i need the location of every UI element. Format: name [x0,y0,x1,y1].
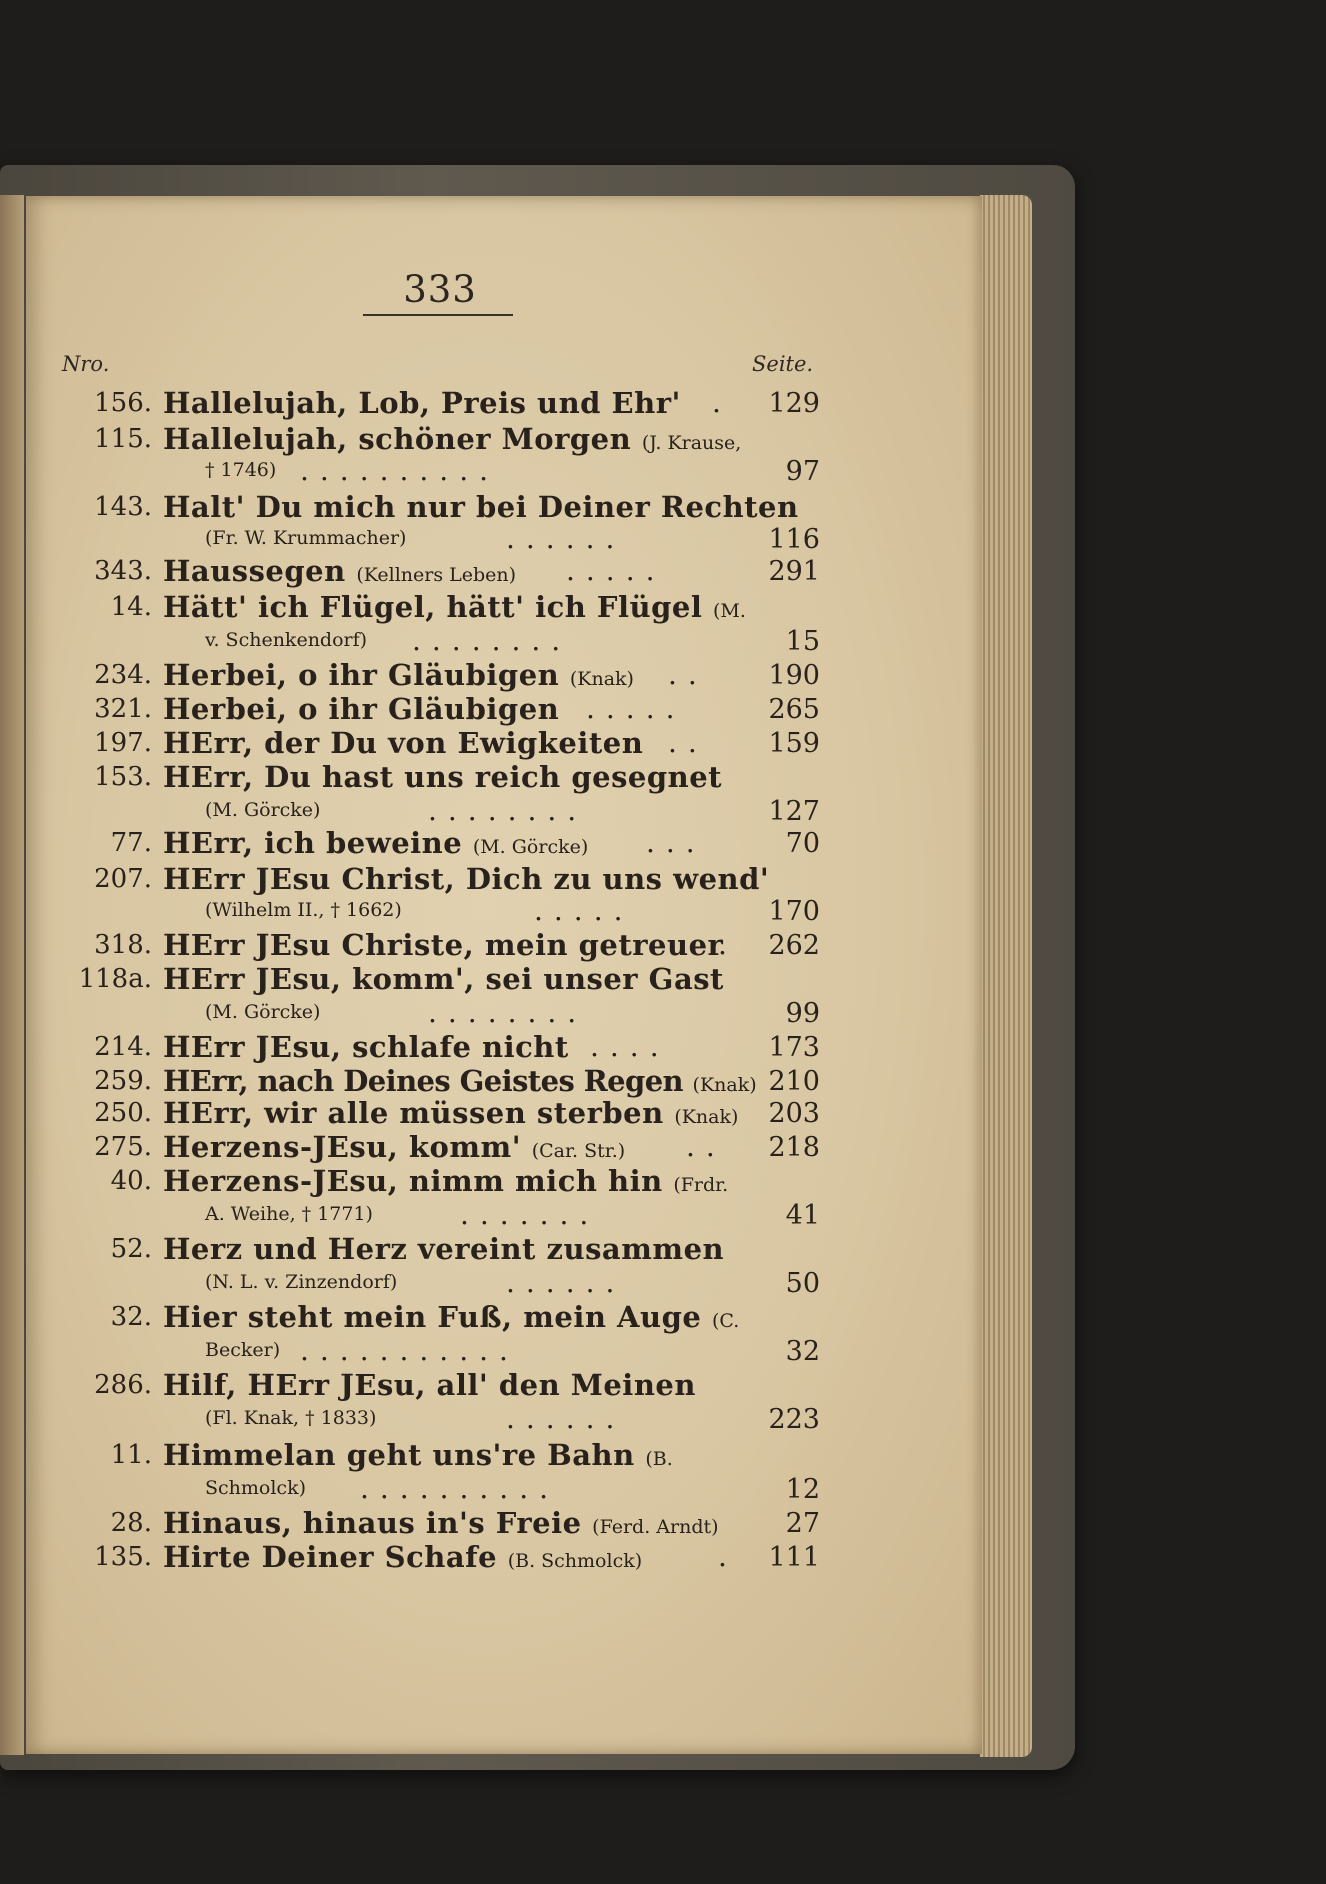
entry-author-continued: † 1746) [205,459,277,481]
entry-title [163,1096,738,1130]
index-entry [0,828,1326,862]
entry-title-text: Hätt' ich Flügel, hätt' ich Flügel [163,590,703,624]
entry-title: Hallelujah, Lob, Preis und Ehr' [163,386,681,420]
entry-title [163,826,588,860]
entry-page: 129 [768,388,820,419]
index-entry-continuation [0,1404,1326,1438]
entry-title [163,1164,728,1198]
entry-number: 118a. [78,964,152,994]
entry-title [163,1438,673,1472]
leader-dots: ....... [460,1198,600,1231]
entry-title [163,1540,642,1574]
entry-title: HErr JEsu Christe, mein getreuer [163,928,724,962]
entry-page: 190 [768,660,820,691]
index-entry-continuation [0,1200,1326,1234]
entry-author: (M. Görcke) [205,1001,321,1023]
index-entry-continuation [0,998,1326,1032]
entry-number: 40. [110,1166,152,1196]
entry-title-text: Hirte Deiner Schafe [163,1540,498,1574]
index-entry [0,1542,1326,1576]
entry-number: 250. [94,1098,152,1128]
index-entry [0,694,1326,728]
page-number: 333 [403,268,477,311]
index-entry-continuation [0,626,1326,660]
entry-page: 210 [768,1066,820,1097]
entry-title [163,590,746,624]
leader-dots: . [718,1540,738,1573]
entry-title: HErr, Du hast uns reich gesegnet [163,760,723,794]
leader-dots: .. [668,726,708,759]
entry-title-text: HErr, wir alle müssen sterben [163,1096,664,1130]
entry-number: 77. [110,828,152,858]
leader-dots: .......... [300,454,500,487]
entry-title [163,422,741,456]
entry-title-text: Himmelan geht uns're Bahn [163,1438,635,1472]
index-entry [0,492,1326,526]
entry-title [163,554,516,588]
entry-author: (B. Schmolck) [507,1550,643,1572]
entry-number: 234. [94,660,152,690]
entry-title [163,1064,757,1098]
leader-dots: ........ [412,624,572,657]
entry-title: Herz und Herz vereint zusammen [163,1232,725,1266]
index-entry-continuation [0,524,1326,558]
entry-title-text: Hallelujah, schöner Morgen [163,422,632,456]
index-entry [0,1066,1326,1100]
column-header-page: Seite. [752,352,814,376]
index-entry [0,1370,1326,1404]
index-entry-continuation [0,796,1326,830]
index-entry [0,1166,1326,1200]
entry-title: Herbei, o ihr Gläubigen [163,692,560,726]
entry-page: 27 [785,1508,820,1539]
entry-author: (Fl. Knak, † 1833) [205,1407,377,1429]
entry-page: 97 [785,456,820,487]
index-entry [0,964,1326,998]
leader-dots: ...... [506,522,626,555]
entry-page: 218 [768,1132,820,1163]
entry-author: (Fr. W. Krummacher) [205,527,407,549]
entry-title-text: Herzens-JEsu, komm' [163,1130,522,1164]
entry-page: 265 [768,694,820,725]
entry-number: 197. [94,728,152,758]
index-entry-continuation [0,1336,1326,1370]
entry-number: 156. [94,388,152,418]
entry-title: HErr, der Du von Ewigkeiten [163,726,644,760]
entry-page: 170 [768,896,820,927]
entry-title: HErr JEsu, schlafe nicht [163,1030,569,1064]
entry-title-text: Herbei, o ihr Gläubigen [163,658,560,692]
entry-author: (Car. Str.) [531,1140,626,1162]
entry-page: 223 [768,1404,820,1435]
entry-page: 203 [768,1098,820,1129]
index-entry-continuation [0,456,1326,490]
entry-page: 32 [785,1336,820,1367]
entry-number: 275. [94,1132,152,1162]
entry-author: (N. L. v. Zinzendorf) [205,1271,398,1293]
entry-number: 343. [94,556,152,586]
index-entry [0,762,1326,796]
index-entry [0,660,1326,694]
entry-title: HErr JEsu, komm', sei unser Gast [163,962,724,996]
entry-author: (Knak) [692,1074,757,1096]
entry-number: 143. [94,492,152,522]
leader-dots: . [712,386,732,419]
leader-dots: ........ [428,996,588,1029]
entry-title-text: Herzens-JEsu, nimm mich hin [163,1164,663,1198]
entry-author: (Knak) [674,1106,739,1128]
entry-author-continued: A. Weihe, † 1771) [205,1203,373,1225]
entry-title [163,1130,625,1164]
entry-page: 70 [785,828,820,859]
entry-number: 135. [94,1542,152,1572]
entry-title [163,1300,739,1334]
entry-author-continued: Schmolck) [205,1477,306,1499]
entry-page: 12 [785,1474,820,1505]
entry-author: (M. Görcke) [205,799,321,821]
leader-dots: ..... [586,692,686,725]
index-entry [0,728,1326,762]
column-header-number: Nro. [62,352,110,376]
entry-author: (C. [711,1310,740,1332]
entry-author: (Kellners Leben) [356,564,517,586]
index-entry [0,1302,1326,1336]
leader-dots: ........... [300,1334,519,1367]
index-entry [0,864,1326,898]
entry-page: 173 [768,1032,820,1063]
leader-dots: .. [668,658,708,691]
entry-title [163,1506,719,1540]
entry-number: 207. [94,864,152,894]
entry-page: 262 [768,930,820,961]
entry-author: (Frdr. [673,1174,729,1196]
entry-title [163,658,634,692]
entry-author: (J. Krause, [641,432,742,454]
index-entry [0,1234,1326,1268]
index-entry [0,388,1326,422]
leader-dots: ..... [566,554,666,587]
entry-number: 318. [94,930,152,960]
entry-number: 286. [94,1370,152,1400]
entry-author: (Knak) [569,668,634,690]
entry-title-text: Hier steht mein Fuß, mein Auge [163,1300,702,1334]
entry-number: 214. [94,1032,152,1062]
entry-title-text: HErr, ich beweine [163,826,463,860]
entry-page: 41 [785,1200,820,1231]
leader-dots: ........ [428,794,588,827]
index-entry-continuation [0,896,1326,930]
index-entry [0,424,1326,458]
index-entry [0,1032,1326,1066]
entry-title-text: HErr, nach Deines Geistes Regen [163,1064,684,1098]
entry-number: 14. [110,592,152,622]
leader-dots: ... [646,826,706,859]
entry-title: Halt' Du mich nur bei Deiner Rechten [163,490,799,524]
index-entry [0,1508,1326,1542]
leader-dots: ..... [534,894,634,927]
entry-title: HErr JEsu Christ, Dich zu uns wend' [163,862,770,896]
entry-number: 115. [94,424,152,454]
entry-author: (Wilhelm II., † 1662) [205,899,402,921]
leader-dots: .... [590,1030,670,1063]
entry-page: 50 [785,1268,820,1299]
entry-number: 153. [94,762,152,792]
entry-author: (M. Görcke) [472,836,589,858]
index-entry [0,556,1326,590]
index-entry [0,1132,1326,1166]
index-entry [0,1440,1326,1474]
entry-title-text: Hinaus, hinaus in's Freie [163,1506,582,1540]
entry-page: 99 [785,998,820,1029]
entry-title-text: Haussegen [163,554,346,588]
entry-author-continued: v. Schenkendorf) [205,629,368,651]
entry-author: (B. [645,1448,673,1470]
leader-dots: .. [686,1130,726,1163]
entry-number: 11. [110,1440,152,1470]
entry-page: 111 [768,1542,820,1573]
entry-page: 159 [768,728,820,759]
entry-number: 259. [94,1066,152,1096]
leader-dots: . [718,928,738,961]
leader-dots: ...... [506,1266,626,1299]
index-entry-continuation [0,1474,1326,1508]
entry-page: 116 [768,524,820,555]
entry-author: (Ferd. Arndt) [592,1516,719,1538]
index-entry-continuation [0,1268,1326,1302]
entry-number: 321. [94,694,152,724]
entry-number: 28. [110,1508,152,1538]
index-entry [0,1098,1326,1132]
entry-page: 15 [785,626,820,657]
entry-number: 32. [110,1302,152,1332]
entry-author: (M. [712,600,746,622]
entry-author-continued: Becker) [205,1339,281,1361]
entry-page: 127 [768,796,820,827]
leader-dots: ...... [506,1402,626,1435]
entry-title: Hilf, HErr JEsu, all' den Meinen [163,1368,696,1402]
entry-page: 291 [768,556,820,587]
index-entry [0,592,1326,626]
entry-number: 52. [110,1234,152,1264]
leader-dots: .......... [360,1472,560,1505]
index-entry [0,930,1326,964]
